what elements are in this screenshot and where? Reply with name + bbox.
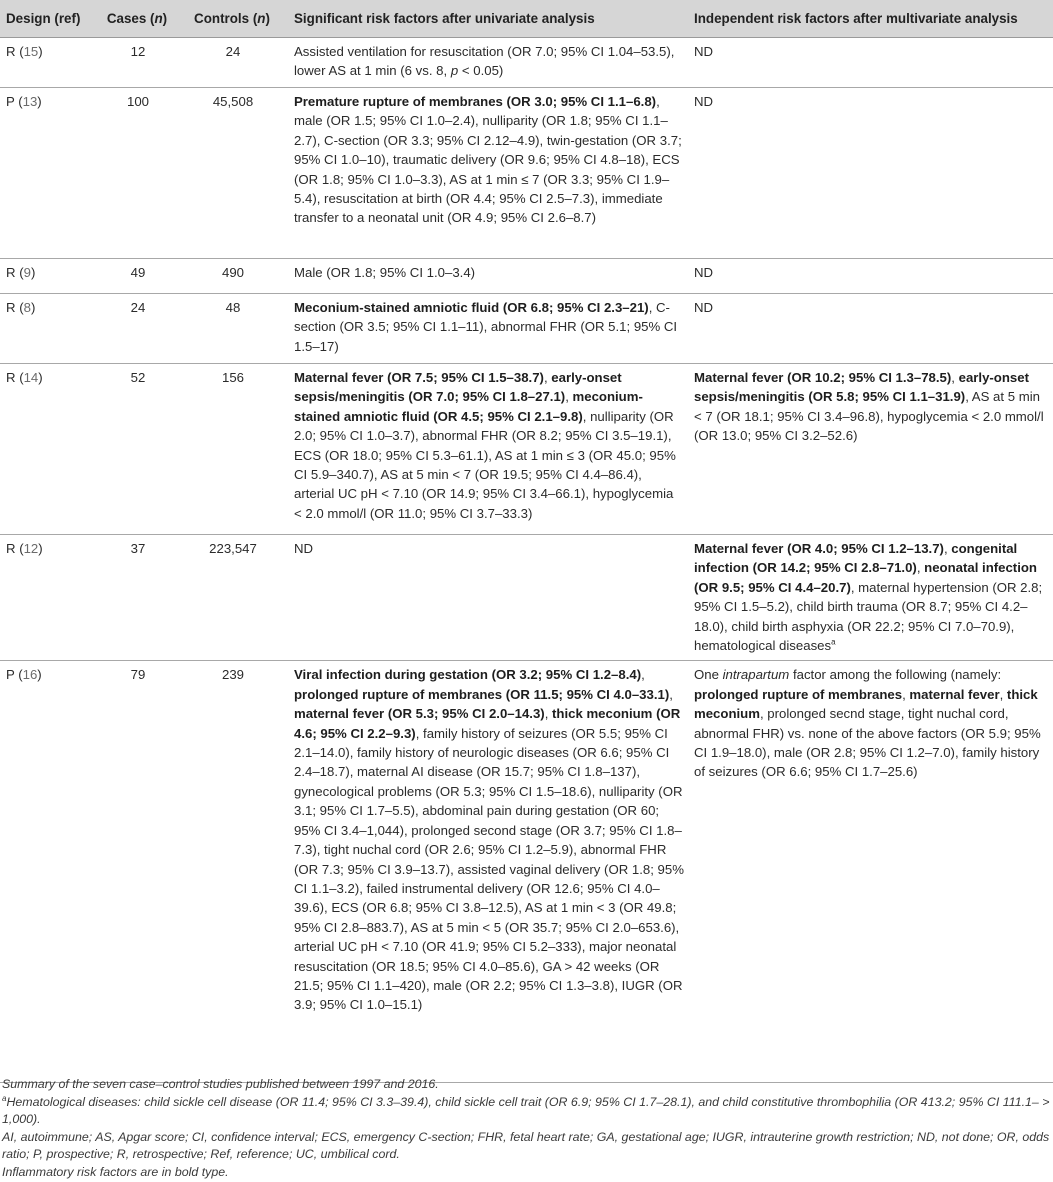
header-design: Design (ref): [0, 0, 98, 38]
ref-link[interactable]: 14: [23, 370, 39, 385]
bold-type-note: Inflammatory risk factors are in bold type.: [2, 1164, 229, 1179]
text-plain: factor among the following (namely:: [789, 667, 1002, 683]
footnote-text: Hematological diseases: child sickle cell disease (OR 11.4; 95% CI 3.3–39.4), child sickle cell trait (OR 6.9; 95% CI 1.7–28.1), and child constitutive thrombophilia (OR 413.2; 95% CI 111.1– > 1,000).: [2, 1094, 1050, 1127]
table-row: [0, 535, 1053, 661]
design-close: ): [30, 300, 36, 315]
footnote-mark: a: [2, 1093, 7, 1103]
design-close: ): [38, 370, 43, 385]
cell-design: [0, 88, 98, 259]
ref-link[interactable]: 8: [23, 300, 31, 315]
cell-design: [0, 661, 98, 1083]
header-multivariate: Independent risk factors after multivariate analysis: [688, 0, 1053, 38]
header-cases-n: n: [154, 10, 163, 26]
header-controls-label: Controls (: [194, 10, 258, 26]
design-close: ): [38, 541, 43, 556]
text-bold: meconium-stained amniotic fluid (OR 4.5; 95% CI 2.1–9.8): [294, 389, 643, 424]
ref-link[interactable]: 13: [22, 94, 38, 109]
design-type: P (: [6, 94, 23, 109]
text-plain: < 0.05): [458, 63, 504, 79]
header-cases-label: Cases (: [106, 10, 155, 26]
cell-cases: 37: [98, 535, 178, 661]
text-bold: maternal fever (OR 5.3; 95% CI 2.0–14.3): [294, 706, 545, 722]
cell-controls: 45,508: [178, 88, 288, 259]
cell-multivariate: ND: [688, 259, 1053, 294]
design-type: P (: [6, 667, 23, 683]
header-controls: [178, 0, 288, 38]
design-type: R (: [6, 370, 24, 385]
text-plain: , nulliparity (OR 2.0; 95% CI 1.0–3.7), abnormal FHR (OR 8.2; 95% CI 3.5–19.1), ECS (OR 18.0; 95% CI 5.3–61.1), AS at 1 min ≤ 3 (OR 45.0; 95% CI 5.9–340.7), AS at 5 min < 7 (OR 19.5; 95% CI 4.4–86.4), arterial UC pH < 7.10 (OR 14.9; 95% CI 3.4–66.1), hypoglycemia < 2.0 mmol/l (OR 11.0; 95% CI 3.7–33.3): [294, 408, 676, 521]
cell-univariate: [288, 38, 688, 88]
text-bold: prolonged rupture of membranes: [694, 686, 903, 702]
cell-univariate: [288, 661, 688, 1083]
text-bold: Maternal fever (OR 4.0; 95% CI 1.2–13.7): [694, 541, 944, 556]
cell-design: [0, 364, 98, 535]
text-bold: Viral infection during gestation (OR 3.2; 95% CI 1.2–8.4): [294, 667, 642, 683]
text-bold: Maternal fever (OR 10.2; 95% CI 1.3–78.5): [694, 370, 952, 385]
footnote-marker: a: [831, 637, 836, 647]
text-plain: , maternal hypertension (OR 2.8; 95% CI 1.5–5.2), child birth trauma (OR 8.7; 95% CI 4.2–18.0), child birth asphyxia (OR 22.2; 95% CI 7.0–70.9), hematological diseases: [694, 579, 1043, 654]
text-bold: neonatal infection (OR 9.5; 95% CI 4.4–20.7): [694, 560, 1037, 595]
header-controls-n: n: [257, 10, 266, 26]
text-plain: ,: [544, 706, 553, 722]
cell-multivariate: [688, 661, 1053, 1083]
design-type: R (: [6, 44, 24, 59]
text-bold: congenital infection (OR 14.2; 95% CI 2.8–71.0): [694, 541, 1018, 576]
footnote-a: [2, 1094, 1050, 1129]
text-bold: early-onset sepsis/meningitis (OR 7.0; 95% CI 1.8–27.1): [294, 370, 622, 405]
text-plain: , male (OR 1.5; 95% CI 1.0–2.4), nulliparity (OR 1.8; 95% CI 1.1–2.7), C-section (OR 3.3; 95% CI 2.12–4.9), twin-gestation (OR 3.7; 95% CI 1.0–10), traumatic delivery (OR 9.6; 95% CI 4.8–18), ECS (OR 1.8; 95% CI 1.0–3.3), AS at 1 min ≤ 7 (OR 3.3; 95% CI 1.9–5.4), resuscitation at birth (OR 4.4; 95% CI 2.5–7.3), immediate transfer to a neonatal unit (OR 4.9; 95% CI 2.6–8.7): [294, 94, 682, 226]
cell-cases: 12: [98, 38, 178, 88]
ref-link[interactable]: 15: [23, 44, 39, 59]
design-close: ): [38, 44, 43, 59]
design-type: R (: [6, 541, 24, 556]
table-row: [0, 38, 1053, 88]
cell-controls: 239: [178, 661, 288, 1083]
summary-note: Summary of the seven case–control studies published between 1997 and 2016.: [2, 1077, 439, 1091]
cell-design: [0, 294, 98, 364]
table-row: [0, 364, 1053, 535]
abbreviations-note: AI, autoimmune; AS, Apgar score; CI, confidence interval; ECS, emergency C-section; FHR, fetal heart rate; GA, gestational age; IUGR, intrauterine growth restriction; ND, not done; OR, odds ratio; P, prospective; R, retrospective; Ref, reference; UC, umbilical cord.: [2, 1129, 1050, 1162]
text-bold: Meconium-stained amniotic fluid (OR 6.8; 95% CI 2.3–21): [294, 300, 649, 315]
cell-controls: 490: [178, 259, 288, 294]
header-univariate: Significant risk factors after univariate analysis: [288, 0, 688, 38]
cell-univariate: [288, 364, 688, 535]
text-plain: , AS at 5 min < 7 (OR 18.1; 95% CI 3.4–96.8), hypoglycemia < 2.0 mmol/l (OR 13.0; 95% CI 3.2–52.6): [694, 389, 1044, 444]
header-cases: [98, 0, 178, 38]
text-plain: ,: [902, 686, 910, 702]
text-plain: One: [694, 667, 723, 683]
cell-cases: 100: [98, 88, 178, 259]
cell-design: [0, 259, 98, 294]
text-bold: maternal fever: [909, 686, 1000, 702]
table-notes: [2, 1076, 1050, 1182]
table-header: [0, 0, 1053, 38]
text-plain: , C-section (OR 3.5; 95% CI 1.1–11), abnormal FHR (OR 5.1; 95% CI 1.5–17): [294, 300, 678, 354]
text-plain: ,: [916, 560, 925, 576]
table-row: [0, 661, 1053, 1083]
text-plain: ,: [943, 541, 952, 556]
text-bold: thick meconium: [694, 686, 1038, 722]
text-plain: , prolonged secnd stage, tight nuchal cord, abnormal FHR) vs. none of the above factors (OR 5.9; 95% CI 1.9–18.0), male (OR 2.8; 95% CI 1.2–7.0), family history of seizures (OR 6.6; 95% CI 1.7–25.6): [694, 706, 1041, 780]
design-type: R (: [6, 265, 24, 280]
text-bold: thick meconium (OR 4.6; 95% CI 2.2–9.3): [294, 706, 681, 741]
cell-controls: 156: [178, 364, 288, 535]
text-bold: Premature rupture of membranes (OR 3.0; 95% CI 1.1–6.8): [294, 94, 657, 109]
text-plain: ,: [565, 389, 573, 405]
table-row: [0, 294, 1053, 364]
text-plain: ,: [641, 667, 645, 683]
cell-univariate: ND: [288, 535, 688, 661]
ref-link[interactable]: 9: [23, 265, 31, 280]
header-row: [0, 0, 1053, 38]
table-row: [0, 259, 1053, 294]
text-bold: early-onset sepsis/meningitis (OR 5.8; 95% CI 1.1–31.9): [694, 370, 1029, 405]
text-plain: ,: [951, 370, 959, 385]
cell-multivariate: [688, 364, 1053, 535]
text-plain: ,: [543, 370, 552, 385]
table-body: [0, 38, 1053, 1083]
text-plain: , family history of seizures (OR 5.5; 95% CI 2.1–14.0), family history of neurologic diseases (OR 6.6; 95% CI 2.4–18.7), maternal AI disease (OR 15.7; 95% CI 1.8–137), gynecological problems (OR 5.3; 95% CI 1.5–18.6), nulliparity (OR 3.1; 95% CI 1.7–5.5), abdominal pain during gestation (OR 60; 95% CI 3.4–1,044), prolonged second stage (OR 3.7; 95% CI 1.8–7.3), tight nuchal cord (OR 2.6; 95% CI 1.2–5.9), abnormal FHR (OR 7.3; 95% CI 3.9–13.7), assisted vaginal delivery (OR 1.8; 95% CI 1.1–3.2), failed instrumental delivery (OR 12.6; 95% CI 4.0–39.6), ECS (OR 6.8; 95% CI 3.8–12.5), AS at 1 min < 3 (OR 49.8; 95% CI 2.8–883.7), AS at 5 min < 5 (OR 35.7; 95% CI 2.0–653.6), arterial UC pH < 7.10 (OR 41.9; 95% CI 5.2–333), major neonatal resuscitation (OR 18.5; 95% CI 4.0–85.6), GA > 42 weeks (OR 21.5; 95% CI 1.1–420), male (OR 2.2; 95% CI 1.3–3.8), IUGR (OR 3.9; 95% CI 1.0–15.1): [294, 725, 684, 1013]
cell-univariate: [288, 88, 688, 259]
cell-multivariate: ND: [688, 38, 1053, 88]
cell-cases: 49: [98, 259, 178, 294]
cell-design: [0, 38, 98, 88]
cell-univariate: Male (OR 1.8; 95% CI 1.0–3.4): [288, 259, 688, 294]
design-close: ): [30, 265, 36, 280]
text-italic: p: [450, 63, 459, 79]
cell-controls: 24: [178, 38, 288, 88]
design-type: R (: [6, 300, 24, 315]
text-plain: ,: [999, 686, 1007, 702]
cell-controls: 223,547: [178, 535, 288, 661]
text-plain: Assisted ventilation for resuscitation (OR 7.0; 95% CI 1.04–53.5), lower AS at 1 min (6 vs. 8,: [294, 44, 675, 79]
header-controls-close: ): [265, 10, 270, 26]
text-bold: Maternal fever (OR 7.5; 95% CI 1.5–38.7): [294, 370, 544, 385]
cell-multivariate: [688, 535, 1053, 661]
cell-cases: 79: [98, 661, 178, 1083]
table-row: [0, 88, 1053, 259]
cell-multivariate: ND: [688, 294, 1053, 364]
text-bold: prolonged rupture of membranes (OR 11.5; 95% CI 4.0–33.1): [294, 686, 670, 702]
ref-link[interactable]: 12: [23, 541, 39, 556]
cell-controls: 48: [178, 294, 288, 364]
design-close: ): [37, 667, 42, 683]
cell-multivariate: ND: [688, 88, 1053, 259]
cell-univariate: [288, 294, 688, 364]
cell-cases: 24: [98, 294, 178, 364]
ref-link[interactable]: 16: [22, 667, 38, 683]
header-cases-close: ): [162, 10, 168, 26]
text-italic: intrapartum: [722, 667, 790, 683]
design-close: ): [37, 94, 42, 109]
text-plain: ,: [669, 686, 673, 702]
cell-cases: 52: [98, 364, 178, 535]
cell-design: [0, 535, 98, 661]
